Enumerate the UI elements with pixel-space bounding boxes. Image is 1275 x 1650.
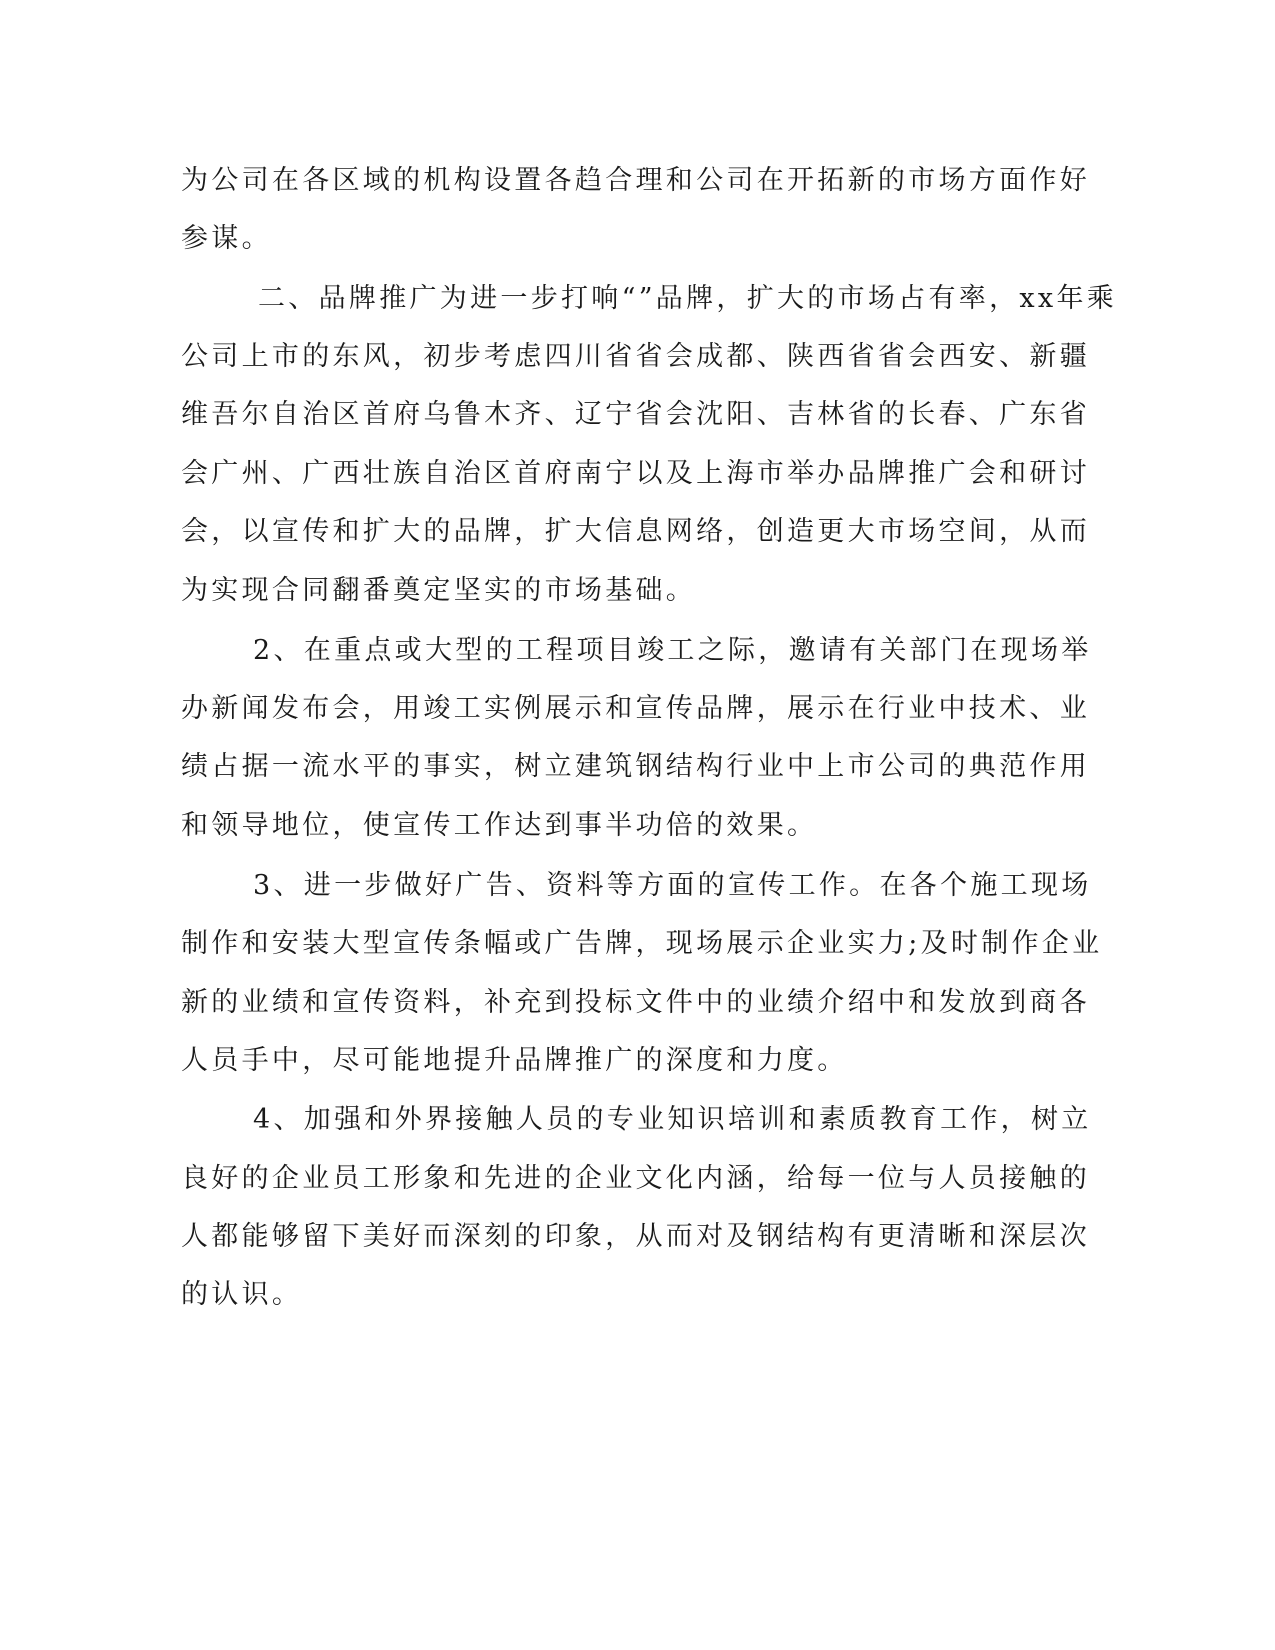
paragraph-5-line-4: 的认识。 [181, 1279, 303, 1310]
paragraph-3-line-3: 绩占据一流水平的事实，树立建筑钢结构行业中上市公司的典范作用 [181, 751, 1090, 782]
paragraph-4-line-4: 人员手中，尽可能地提升品牌推广的深度和力度。 [181, 1045, 848, 1076]
paragraph-2-line-2: 公司上市的东风，初步考虑四川省省会成都、陕西省省会西安、新疆 [181, 341, 1090, 372]
paragraph-4-line-2: 制作和安装大型宣传条幅或广告牌，现场展示企业实力;及时制作企业 [181, 928, 1103, 959]
paragraph-3-line-4: 和领导地位，使宣传工作达到事半功倍的效果。 [181, 810, 818, 841]
paragraph-2-line-1: 二、品牌推广为进一步打响“”品牌，扩大的市场占有率，xx年乘 [258, 283, 1118, 314]
paragraph-5-line-3: 人都能够留下美好而深刻的印象，从而对及钢结构有更清晰和深层次 [181, 1221, 1090, 1252]
paragraph-2-line-6: 为实现合同翻番奠定坚实的市场基础。 [181, 575, 697, 606]
paragraph-1-line-2: 参谋。 [181, 223, 272, 254]
paragraph-2-line-5: 会，以宣传和扩大的品牌，扩大信息网络，创造更大市场空间，从而 [181, 516, 1090, 547]
paragraph-5-line-2: 良好的企业员工形象和先进的企业文化内涵，给每一位与人员接触的 [181, 1163, 1090, 1194]
paragraph-1-line-1: 为公司在各区域的机构设置各趋合理和公司在开拓新的市场方面作好 [181, 165, 1090, 196]
paragraph-2-line-3: 维吾尔自治区首府乌鲁木齐、辽宁省会沈阳、吉林省的长春、广东省 [181, 399, 1090, 430]
paragraph-5-line-1: 4、加强和外界接触人员的专业知识培训和素质教育工作，树立 [253, 1104, 1092, 1135]
paragraph-2-line-4: 会广州、广西壮族自治区首府南宁以及上海市举办品牌推广会和研讨 [181, 458, 1090, 489]
paragraph-4-line-3: 新的业绩和宣传资料，补充到投标文件中的业绩介绍中和发放到商各 [181, 987, 1090, 1018]
paragraph-3-line-1: 2、在重点或大型的工程项目竣工之际，邀请有关部门在现场举 [253, 635, 1092, 666]
paragraph-3-line-2: 办新闻发布会，用竣工实例展示和宣传品牌，展示在行业中技术、业 [181, 693, 1090, 724]
paragraph-4-line-1: 3、进一步做好广告、资料等方面的宣传工作。在各个施工现场 [253, 870, 1092, 901]
